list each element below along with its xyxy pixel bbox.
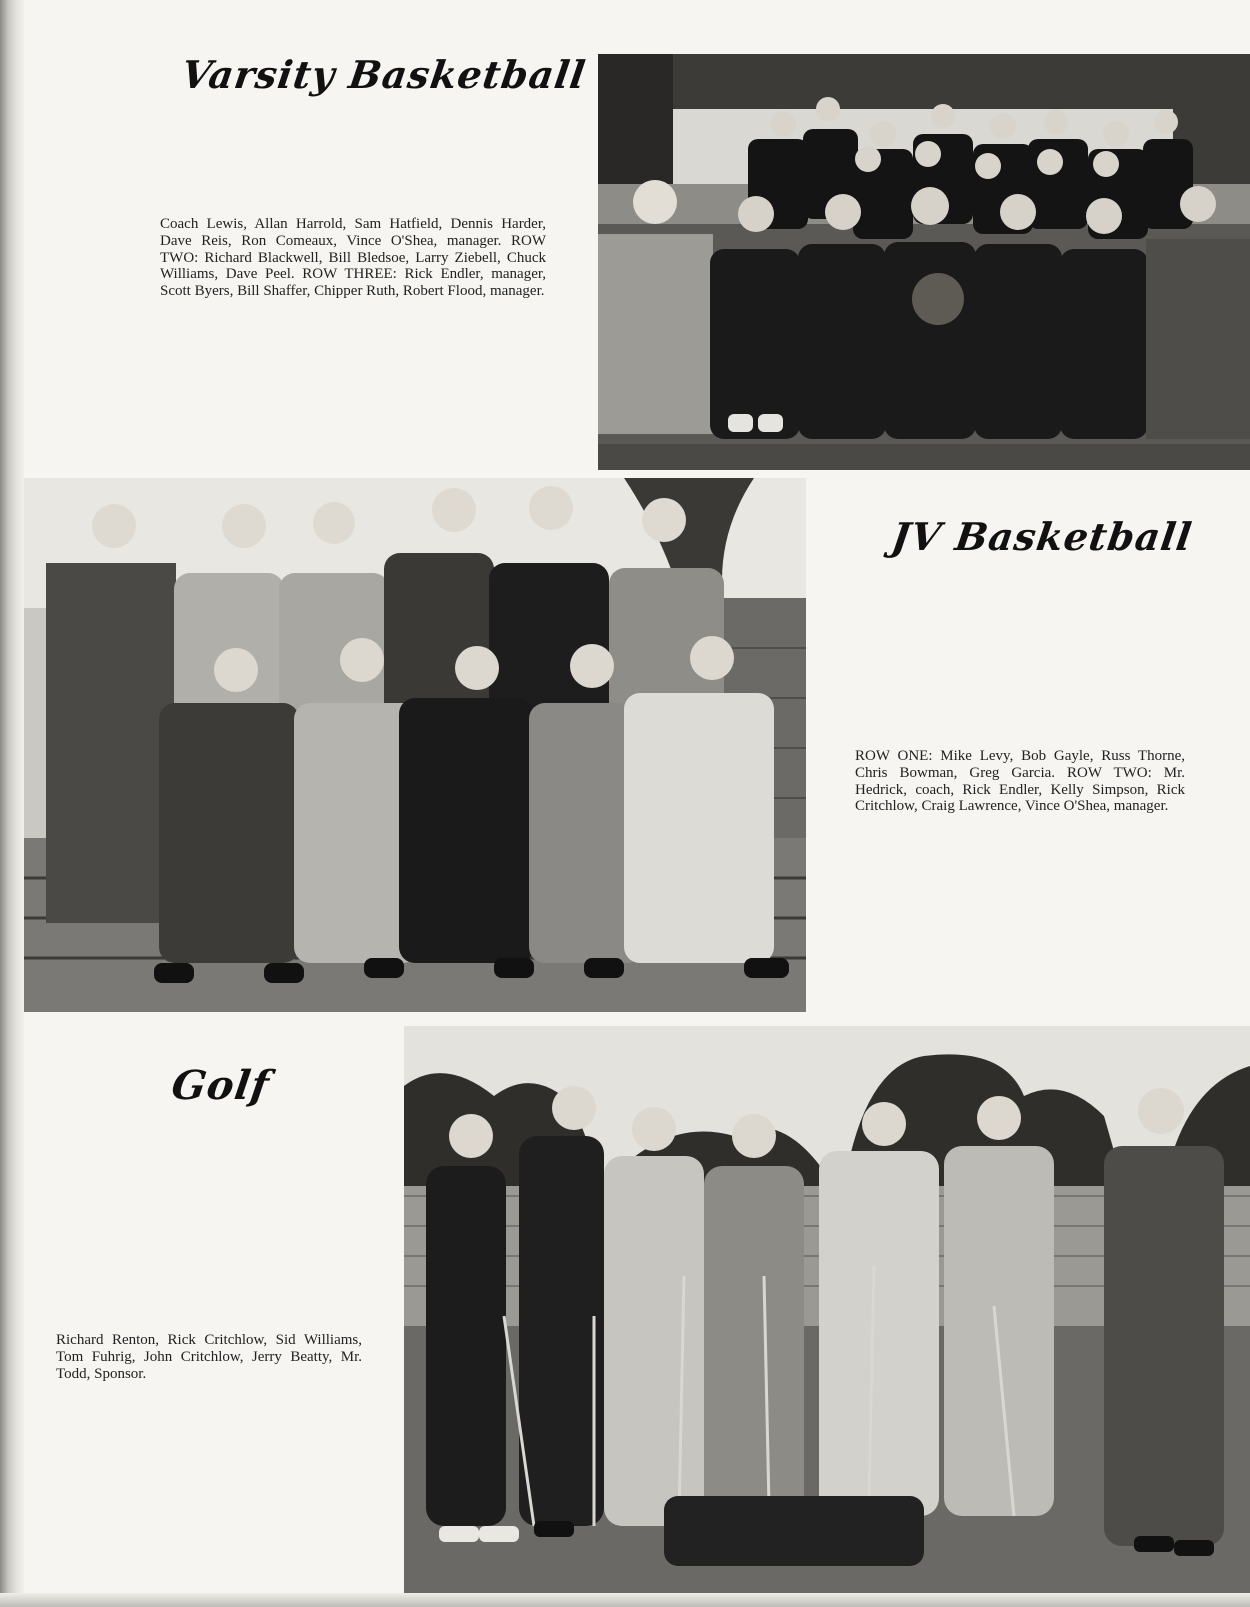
golf-caption: Richard Renton, Rick Critchlow, Sid Williams, Tom Fuhrig, John Critchlow, Jerry Beatty, Mr. Todd, Sponsor.: [56, 1332, 362, 1382]
jv-basketball-caption: ROW ONE: Mike Levy, Bob Gayle, Russ Thorne, Chris Bowman, Greg Garcia. ROW TWO: Mr. Hedrick, coach, Rick Endler, Kelly Simpson, Rick Critchlow, Craig Lawrence, Vince O'Shea, manager.: [855, 748, 1185, 815]
jv-basketball-team-photo: [24, 478, 806, 1012]
jv-basketball-title: JV Basketball: [888, 514, 1196, 559]
varsity-basketball-team-photo: [598, 54, 1250, 470]
page-bottom-edge: [0, 1593, 1250, 1607]
golf-title: Golf: [168, 1062, 273, 1109]
page-binding-shadow: [0, 0, 24, 1607]
golf-team-photo: [404, 1026, 1250, 1594]
varsity-basketball-caption: Coach Lewis, Allan Harrold, Sam Hatfield, Dennis Harder, Dave Reis, Ron Comeaux, Vince O'Shea, manager. ROW TWO: Richard Blackwell, Bill Bledsoe, Larry Ziebell, Chuck Williams, Dave Peel. ROW THREE: Rick Endler, manager, Scott Byers, Bill Shaffer, Chipper Ruth, Robert Flood, manager.: [160, 216, 546, 300]
varsity-basketball-title: Varsity Basketball: [178, 52, 589, 97]
